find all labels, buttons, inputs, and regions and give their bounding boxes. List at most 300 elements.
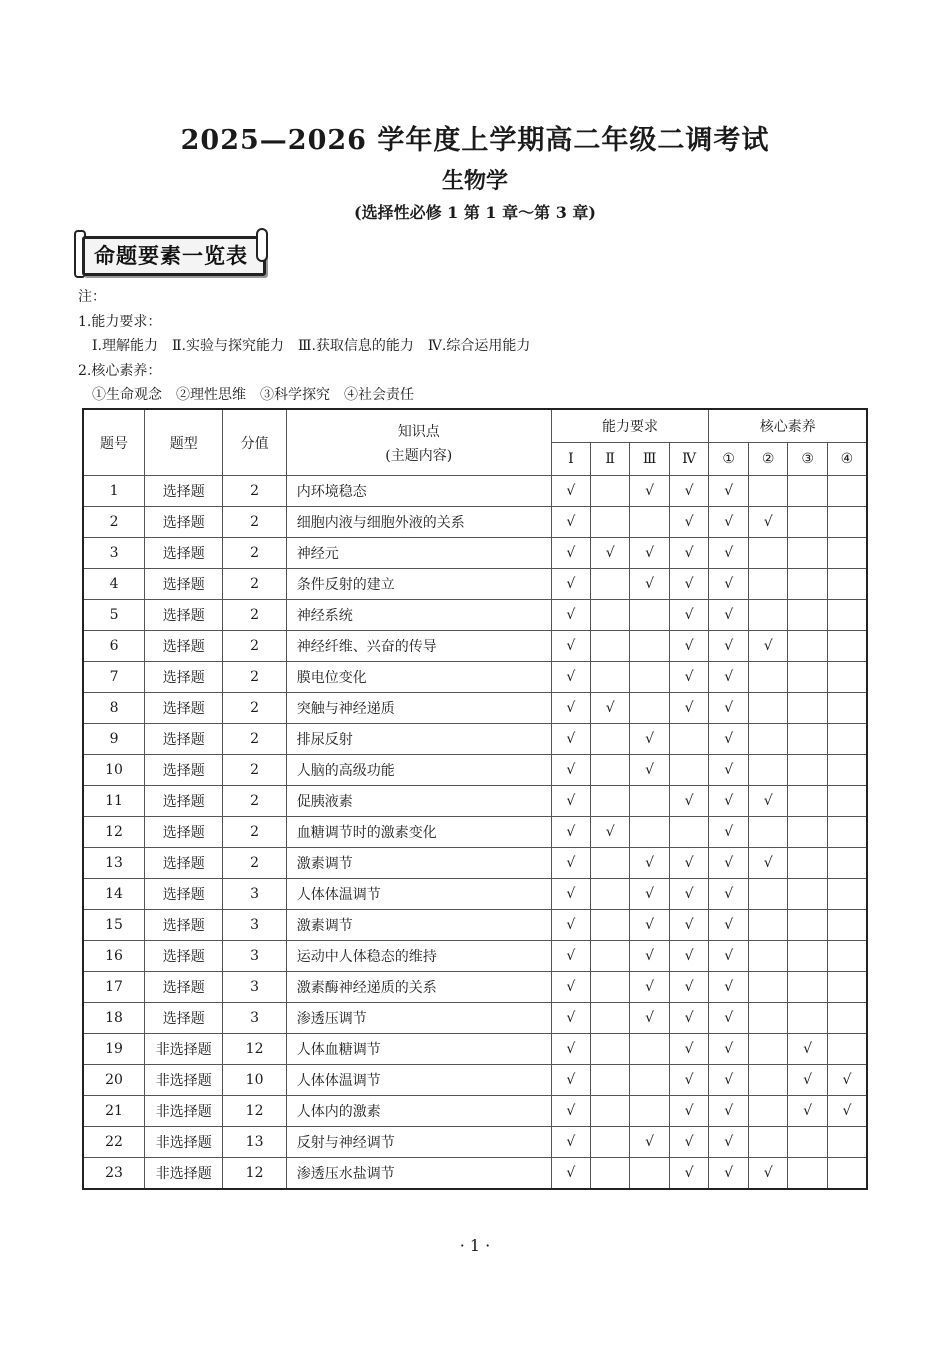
cell-literacy-4	[827, 755, 867, 786]
cell-score: 2	[223, 662, 286, 693]
cell-no: 15	[83, 910, 145, 941]
header-literacy: 核心素养	[709, 409, 867, 443]
cell-ability-3: √	[630, 972, 670, 1003]
table-row	[83, 476, 867, 507]
cell-ability-2	[590, 1065, 629, 1096]
cell-type: 选择题	[145, 755, 223, 786]
cell-score: 3	[223, 1003, 286, 1034]
cell-ability-3: √	[630, 1127, 670, 1158]
cell-literacy-3	[788, 724, 827, 755]
table-row	[83, 538, 867, 569]
cell-literacy-4	[827, 1003, 867, 1034]
cell-literacy-3	[788, 848, 827, 879]
cell-literacy-4	[827, 569, 867, 600]
cell-ability-4: √	[669, 941, 709, 972]
cell-no: 8	[83, 693, 145, 724]
cell-ability-2	[590, 662, 629, 693]
cell-literacy-4	[827, 476, 867, 507]
cell-type: 非选择题	[145, 1065, 223, 1096]
table-row	[83, 879, 867, 910]
table-row	[83, 693, 867, 724]
cell-score: 2	[223, 538, 286, 569]
cell-ability-4: √	[669, 848, 709, 879]
cell-literacy-2	[748, 1003, 787, 1034]
cell-ability-4: √	[669, 600, 709, 631]
cell-ability-3	[630, 1034, 670, 1065]
cell-literacy-2	[748, 538, 787, 569]
cell-literacy-4: √	[827, 1065, 867, 1096]
cell-ability-1: √	[551, 476, 590, 507]
cell-topic: 人体体温调节	[286, 879, 551, 910]
cell-no: 2	[83, 507, 145, 538]
cell-literacy-3	[788, 662, 827, 693]
table-row	[83, 817, 867, 848]
cell-ability-3	[630, 1096, 670, 1127]
cell-literacy-1: √	[709, 786, 748, 817]
header-topic-line2: (主题内容)	[385, 447, 453, 464]
cell-score: 2	[223, 569, 286, 600]
cell-no: 9	[83, 724, 145, 755]
cell-ability-3: √	[630, 879, 670, 910]
cell-topic: 人脑的高级功能	[286, 755, 551, 786]
cell-ability-1: √	[551, 569, 590, 600]
cell-literacy-2	[748, 817, 787, 848]
cell-topic: 血糖调节时的激素变化	[286, 817, 551, 848]
cell-topic: 人体体温调节	[286, 1065, 551, 1096]
cell-ability-4: √	[669, 910, 709, 941]
cell-ability-3	[630, 600, 670, 631]
cell-literacy-1: √	[709, 1096, 748, 1127]
scroll-right-icon	[256, 228, 268, 262]
cell-literacy-1: √	[709, 1158, 748, 1190]
cell-ability-2	[590, 972, 629, 1003]
table-row	[83, 1034, 867, 1065]
cell-no: 19	[83, 1034, 145, 1065]
cell-ability-4	[669, 755, 709, 786]
cell-ability-4	[669, 724, 709, 755]
cell-topic: 内环境稳态	[286, 476, 551, 507]
cell-ability-3	[630, 631, 670, 662]
cell-no: 23	[83, 1158, 145, 1190]
cell-literacy-4	[827, 724, 867, 755]
cell-literacy-4	[827, 817, 867, 848]
cell-topic: 激素调节	[286, 848, 551, 879]
cell-ability-2	[590, 476, 629, 507]
cell-topic: 排尿反射	[286, 724, 551, 755]
cell-score: 2	[223, 755, 286, 786]
cell-topic: 渗透压水盐调节	[286, 1158, 551, 1190]
cell-score: 2	[223, 507, 286, 538]
cell-ability-1: √	[551, 879, 590, 910]
cell-literacy-1: √	[709, 600, 748, 631]
cell-ability-1: √	[551, 538, 590, 569]
cell-topic: 细胞内液与细胞外液的关系	[286, 507, 551, 538]
cell-literacy-4	[827, 910, 867, 941]
cell-type: 选择题	[145, 724, 223, 755]
cell-ability-3	[630, 662, 670, 693]
cell-literacy-3: √	[788, 1065, 827, 1096]
cell-ability-3: √	[630, 848, 670, 879]
cell-literacy-2: √	[748, 848, 787, 879]
cell-ability-1: √	[551, 848, 590, 879]
cell-literacy-1: √	[709, 507, 748, 538]
cell-literacy-1: √	[709, 724, 748, 755]
cell-type: 选择题	[145, 972, 223, 1003]
cell-literacy-4	[827, 1127, 867, 1158]
cell-score: 13	[223, 1127, 286, 1158]
cell-literacy-3	[788, 1127, 827, 1158]
cell-topic: 条件反射的建立	[286, 569, 551, 600]
cell-type: 选择题	[145, 1003, 223, 1034]
cell-ability-2	[590, 910, 629, 941]
cell-type: 选择题	[145, 507, 223, 538]
section-banner	[74, 228, 268, 276]
table-row	[83, 600, 867, 631]
cell-topic: 激素调节	[286, 910, 551, 941]
cell-no: 16	[83, 941, 145, 972]
table-row	[83, 755, 867, 786]
cell-no: 7	[83, 662, 145, 693]
cell-literacy-1: √	[709, 817, 748, 848]
cell-literacy-3	[788, 507, 827, 538]
cell-literacy-1: √	[709, 476, 748, 507]
cell-literacy-4: √	[827, 1096, 867, 1127]
cell-score: 2	[223, 693, 286, 724]
cell-score: 2	[223, 786, 286, 817]
cell-topic: 突触与神经递质	[286, 693, 551, 724]
cell-literacy-2	[748, 1065, 787, 1096]
header-topic	[286, 409, 551, 476]
cell-no: 21	[83, 1096, 145, 1127]
table-row	[83, 1096, 867, 1127]
cell-literacy-2: √	[748, 507, 787, 538]
cell-literacy-4	[827, 662, 867, 693]
cell-ability-4: √	[669, 1065, 709, 1096]
cell-literacy-1: √	[709, 972, 748, 1003]
table-row	[83, 662, 867, 693]
notes-block	[78, 285, 530, 408]
header-literacy-col: ①	[709, 443, 748, 476]
cell-ability-2	[590, 879, 629, 910]
cell-no: 6	[83, 631, 145, 662]
cell-no: 17	[83, 972, 145, 1003]
cell-type: 选择题	[145, 910, 223, 941]
cell-ability-4: √	[669, 631, 709, 662]
cell-ability-3: √	[630, 910, 670, 941]
cell-ability-1: √	[551, 662, 590, 693]
cell-score: 3	[223, 879, 286, 910]
cell-literacy-4	[827, 972, 867, 1003]
cell-topic: 反射与神经调节	[286, 1127, 551, 1158]
page-number: · 1 ·	[459, 1236, 491, 1255]
cell-literacy-4	[827, 600, 867, 631]
cell-ability-2	[590, 1158, 629, 1190]
ability-items: Ⅰ.理解能力 Ⅱ.实验与探究能力 Ⅲ.获取信息的能力 Ⅳ.综合运用能力	[92, 338, 531, 354]
cell-ability-2: √	[590, 817, 629, 848]
cell-type: 选择题	[145, 786, 223, 817]
cell-ability-2	[590, 724, 629, 755]
cell-ability-3: √	[630, 476, 670, 507]
cell-type: 选择题	[145, 879, 223, 910]
header-ability-col: Ⅲ	[630, 443, 670, 476]
cell-score: 3	[223, 941, 286, 972]
cell-literacy-3: √	[788, 1034, 827, 1065]
header-type: 题型	[145, 409, 223, 476]
cell-topic: 膜电位变化	[286, 662, 551, 693]
cell-literacy-1: √	[709, 693, 748, 724]
cell-ability-1: √	[551, 600, 590, 631]
cell-ability-3	[630, 507, 670, 538]
cell-type: 非选择题	[145, 1034, 223, 1065]
cell-type: 选择题	[145, 631, 223, 662]
cell-ability-3	[630, 786, 670, 817]
cell-ability-2	[590, 631, 629, 662]
exam-title: 2025—2026 学年度上学期高二年级二调考试	[180, 125, 770, 156]
cell-literacy-2	[748, 724, 787, 755]
cell-score: 2	[223, 724, 286, 755]
cell-ability-2	[590, 1003, 629, 1034]
header-literacy-col: ④	[827, 443, 867, 476]
cell-literacy-4	[827, 786, 867, 817]
literacy-heading: 2.核心素养：	[78, 362, 162, 379]
cell-literacy-2	[748, 972, 787, 1003]
cell-type: 非选择题	[145, 1096, 223, 1127]
cell-topic: 促胰液素	[286, 786, 551, 817]
cell-ability-1: √	[551, 1096, 590, 1127]
cell-literacy-2	[748, 1096, 787, 1127]
exam-scope: (选择性必修 1 第 1 章～第 3 章)	[354, 203, 596, 222]
banner-label: 命题要素一览表	[94, 244, 248, 268]
cell-literacy-3	[788, 600, 827, 631]
cell-literacy-3	[788, 910, 827, 941]
cell-literacy-1: √	[709, 848, 748, 879]
cell-score: 10	[223, 1065, 286, 1096]
table-row	[83, 786, 867, 817]
cell-literacy-2	[748, 693, 787, 724]
cell-score: 12	[223, 1158, 286, 1190]
cell-score: 2	[223, 600, 286, 631]
cell-ability-1: √	[551, 1034, 590, 1065]
cell-ability-3: √	[630, 755, 670, 786]
cell-literacy-3	[788, 755, 827, 786]
cell-topic: 神经元	[286, 538, 551, 569]
cell-literacy-4	[827, 507, 867, 538]
header-ability-col: Ⅳ	[669, 443, 709, 476]
cell-ability-3: √	[630, 941, 670, 972]
cell-ability-2	[590, 941, 629, 972]
cell-ability-2: √	[590, 538, 629, 569]
cell-no: 13	[83, 848, 145, 879]
cell-ability-2	[590, 786, 629, 817]
cell-ability-4: √	[669, 569, 709, 600]
cell-ability-1: √	[551, 786, 590, 817]
cell-literacy-4	[827, 538, 867, 569]
cell-literacy-2	[748, 569, 787, 600]
cell-ability-1: √	[551, 755, 590, 786]
cell-ability-2: √	[590, 693, 629, 724]
cell-literacy-2	[748, 1127, 787, 1158]
cell-ability-3	[630, 1065, 670, 1096]
header-literacy-col: ③	[788, 443, 827, 476]
cell-literacy-2	[748, 1034, 787, 1065]
header-literacy-col: ②	[748, 443, 787, 476]
literacy-items: ①生命观念 ②理性思维 ③科学探究 ④社会责任	[92, 387, 414, 403]
cell-literacy-1: √	[709, 662, 748, 693]
cell-type: 选择题	[145, 569, 223, 600]
cell-ability-4: √	[669, 1034, 709, 1065]
header-ability: 能力要求	[551, 409, 709, 443]
cell-no: 10	[83, 755, 145, 786]
cell-literacy-3	[788, 879, 827, 910]
cell-literacy-1: √	[709, 1034, 748, 1065]
cell-ability-1: √	[551, 1065, 590, 1096]
cell-literacy-3	[788, 476, 827, 507]
table-row	[83, 1003, 867, 1034]
table-row	[83, 1127, 867, 1158]
cell-no: 18	[83, 1003, 145, 1034]
cell-ability-4: √	[669, 662, 709, 693]
cell-literacy-4	[827, 1158, 867, 1190]
cell-topic: 渗透压调节	[286, 1003, 551, 1034]
cell-ability-4: √	[669, 1096, 709, 1127]
table-row	[83, 972, 867, 1003]
cell-literacy-2: √	[748, 1158, 787, 1190]
cell-ability-1: √	[551, 631, 590, 662]
cell-type: 选择题	[145, 662, 223, 693]
cell-topic: 人体内的激素	[286, 1096, 551, 1127]
cell-type: 非选择题	[145, 1127, 223, 1158]
cell-ability-3	[630, 693, 670, 724]
cell-literacy-2	[748, 941, 787, 972]
cell-literacy-3	[788, 786, 827, 817]
cell-score: 2	[223, 817, 286, 848]
cell-ability-4: √	[669, 538, 709, 569]
header-ability-col: Ⅰ	[551, 443, 590, 476]
cell-no: 3	[83, 538, 145, 569]
cell-topic: 运动中人体稳态的维持	[286, 941, 551, 972]
cell-literacy-3	[788, 631, 827, 662]
cell-ability-2	[590, 1127, 629, 1158]
cell-topic: 激素酶神经递质的关系	[286, 972, 551, 1003]
element-table	[82, 408, 868, 1190]
cell-type: 选择题	[145, 476, 223, 507]
cell-ability-1: √	[551, 972, 590, 1003]
cell-no: 14	[83, 879, 145, 910]
cell-ability-1: √	[551, 724, 590, 755]
table-row	[83, 631, 867, 662]
cell-ability-2	[590, 1096, 629, 1127]
cell-type: 非选择题	[145, 1158, 223, 1190]
cell-type: 选择题	[145, 941, 223, 972]
cell-ability-3: √	[630, 724, 670, 755]
cell-ability-1: √	[551, 507, 590, 538]
cell-type: 选择题	[145, 693, 223, 724]
header-score: 分值	[223, 409, 286, 476]
table-row	[83, 507, 867, 538]
cell-literacy-1: √	[709, 941, 748, 972]
header-no: 题号	[83, 409, 145, 476]
cell-ability-1: √	[551, 693, 590, 724]
cell-ability-3: √	[630, 538, 670, 569]
cell-ability-4: √	[669, 1003, 709, 1034]
cell-ability-1: √	[551, 1003, 590, 1034]
cell-literacy-2	[748, 662, 787, 693]
cell-type: 选择题	[145, 538, 223, 569]
header-ability-col: Ⅱ	[590, 443, 629, 476]
cell-literacy-1: √	[709, 879, 748, 910]
cell-no: 1	[83, 476, 145, 507]
ability-heading: 1.能力要求：	[78, 313, 162, 330]
cell-literacy-1: √	[709, 538, 748, 569]
cell-ability-2	[590, 755, 629, 786]
cell-literacy-1: √	[709, 910, 748, 941]
table-row	[83, 1065, 867, 1096]
cell-score: 12	[223, 1096, 286, 1127]
header-topic-line1: 知识点	[397, 423, 440, 440]
cell-ability-4: √	[669, 476, 709, 507]
cell-score: 3	[223, 910, 286, 941]
cell-score: 2	[223, 476, 286, 507]
cell-type: 选择题	[145, 817, 223, 848]
cell-ability-2	[590, 848, 629, 879]
cell-ability-2	[590, 1034, 629, 1065]
cell-no: 4	[83, 569, 145, 600]
cell-no: 20	[83, 1065, 145, 1096]
cell-ability-1: √	[551, 941, 590, 972]
cell-literacy-2: √	[748, 786, 787, 817]
cell-ability-4	[669, 817, 709, 848]
cell-type: 选择题	[145, 848, 223, 879]
cell-literacy-3	[788, 693, 827, 724]
cell-ability-4: √	[669, 507, 709, 538]
cell-score: 3	[223, 972, 286, 1003]
table-row	[83, 910, 867, 941]
cell-ability-3: √	[630, 1003, 670, 1034]
cell-score: 2	[223, 631, 286, 662]
cell-ability-3: √	[630, 569, 670, 600]
cell-literacy-4	[827, 879, 867, 910]
table-row	[83, 724, 867, 755]
cell-ability-4: √	[669, 879, 709, 910]
cell-ability-4: √	[669, 693, 709, 724]
cell-ability-4: √	[669, 1158, 709, 1190]
cell-literacy-3	[788, 941, 827, 972]
cell-topic: 人体血糖调节	[286, 1034, 551, 1065]
cell-literacy-2	[748, 476, 787, 507]
table-row	[83, 1158, 867, 1190]
cell-literacy-2	[748, 879, 787, 910]
cell-literacy-3	[788, 972, 827, 1003]
cell-no: 5	[83, 600, 145, 631]
cell-literacy-1: √	[709, 569, 748, 600]
cell-ability-1: √	[551, 1127, 590, 1158]
cell-ability-1: √	[551, 817, 590, 848]
subject-title: 生物学	[441, 168, 508, 194]
cell-literacy-4	[827, 631, 867, 662]
cell-literacy-2: √	[748, 631, 787, 662]
cell-literacy-2	[748, 600, 787, 631]
cell-literacy-3	[788, 1158, 827, 1190]
table-row	[83, 569, 867, 600]
cell-literacy-4	[827, 1034, 867, 1065]
cell-topic: 神经纤维、兴奋的传导	[286, 631, 551, 662]
table-body	[83, 476, 867, 1190]
cell-literacy-3	[788, 538, 827, 569]
cell-no: 11	[83, 786, 145, 817]
cell-score: 2	[223, 848, 286, 879]
cell-ability-1: √	[551, 1158, 590, 1190]
cell-topic: 神经系统	[286, 600, 551, 631]
